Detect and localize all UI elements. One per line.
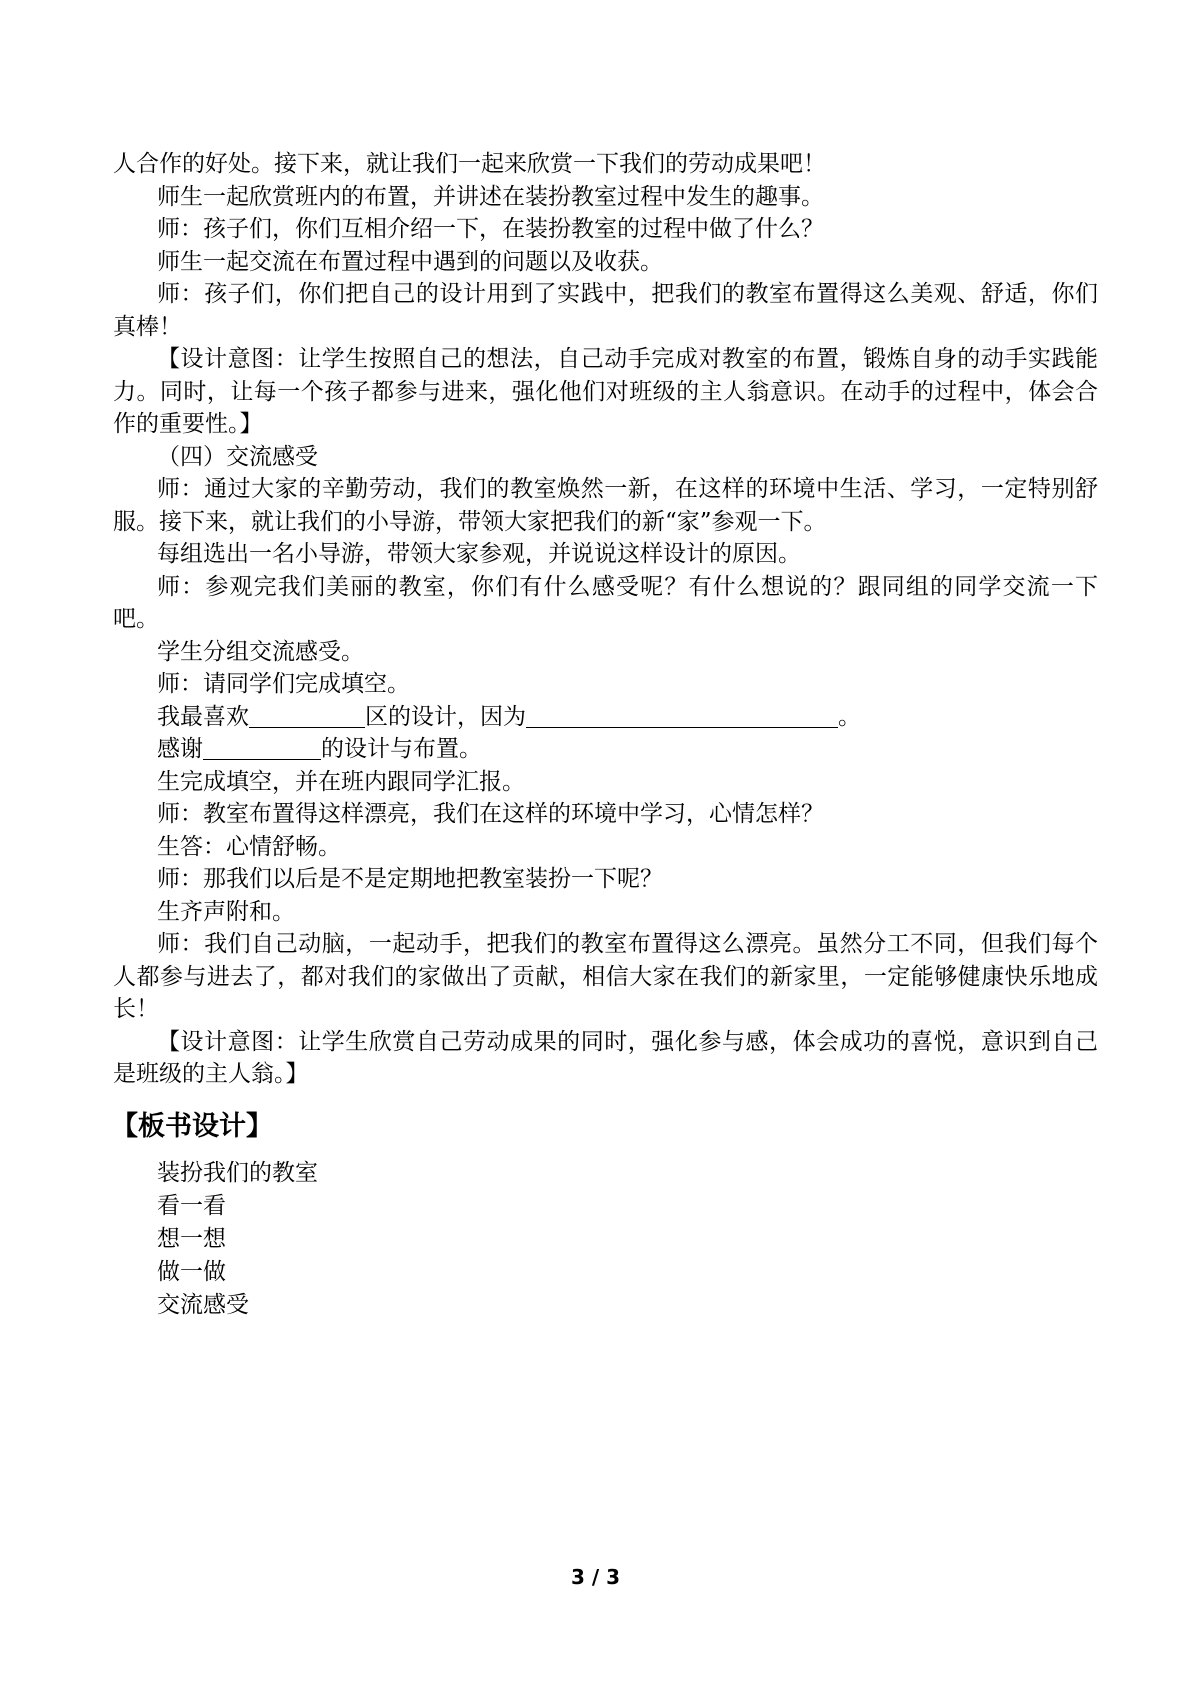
board-item: 做一做 [157, 1258, 226, 1285]
fill-text: 感谢 [157, 736, 203, 762]
paragraph: 师生一起欣赏班内的布置，并讲述在装扮教室过程中发生的趣事。 [157, 183, 824, 210]
paragraph: 师：参观完我们美丽的教室，你们有什么感受呢？有什么想说的？跟同组的同学交流一下吧。 [113, 573, 1098, 632]
paragraph: 师：通过大家的辛勤劳动，我们的教室焕然一新，在这样的环境中生活、学习，一定特别舒服。接下来，就让我们的小导游，带领大家把我们的新“家”参观一下。 [113, 476, 1098, 535]
paragraph: 师：那我们以后是不是定期地把教室装扮一下呢？ [157, 866, 663, 892]
paragraph: 生完成填空，并在班内跟同学汇报。 [157, 768, 525, 795]
board-item: 装扮我们的教室 [157, 1159, 318, 1186]
paragraph: 师：教室布置得这样漂亮，我们在这样的环境中学习，心情怎样？ [157, 801, 824, 827]
fill-blank [249, 705, 365, 728]
document-body [113, 148, 1098, 1322]
fill-text: 的设计与布置。 [321, 736, 482, 762]
fill-blank [526, 705, 838, 728]
board-item: 交流感受 [157, 1291, 249, 1318]
board-design-heading: 【板书设计】 [111, 1110, 273, 1142]
paragraph: 师：孩子们，你们互相介绍一下，在装扮教室的过程中做了什么？ [157, 216, 824, 242]
paragraph: 学生分组交流感受。 [157, 638, 364, 665]
paragraph: 师：我们自己动脑，一起动手，把我们的教室布置得这么漂亮。虽然分工不同，但我们每个人都参与进去了，都对我们的家做出了贡献，相信大家在我们的新家里，一定能够健康快乐地成长！ [113, 931, 1098, 1022]
fill-text: 。 [838, 703, 861, 730]
paragraph: 人合作的好处。接下来，就让我们一起来欣赏一下我们的劳动成果吧！ [113, 151, 826, 177]
section-title: （四）交流感受 [157, 443, 318, 470]
paragraph: 师：孩子们，你们把自己的设计用到了实践中，把我们的教室布置得这么美观、舒适，你们真棒！ [113, 281, 1098, 340]
fill-in-sentence-1 [113, 701, 1098, 734]
fill-text: 我最喜欢 [157, 703, 249, 730]
design-intent-note: 【设计意图：让学生欣赏自己劳动成果的同时，强化参与感，体会成功的喜悦，意识到自己是班级的主人翁。】 [113, 1028, 1098, 1087]
fill-in-sentence-2 [113, 733, 1098, 766]
paragraph: 每组选出一名小导游，带领大家参观，并说说这样设计的原因。 [157, 541, 801, 567]
page-number: 3 / 3 [570, 1565, 621, 1589]
paragraph: 师生一起交流在布置过程中遇到的问题以及收获。 [157, 248, 663, 275]
board-item: 看一看 [157, 1192, 226, 1219]
board-item: 想一想 [157, 1225, 226, 1252]
fill-text: 区的设计，因为 [365, 703, 526, 730]
design-intent-note: 【设计意图：让学生按照自己的想法，自己动手完成对教室的布置，锻炼自身的动手实践能力。同时，让每一个孩子都参与进来，强化他们对班级的主人翁意识。在动手的过程中，体会合作的重要性。】 [113, 346, 1098, 437]
paragraph: 生答：心情舒畅。 [157, 833, 341, 860]
fill-blank [203, 737, 321, 760]
paragraph: 师：请同学们完成填空。 [157, 671, 410, 697]
paragraph: 生齐声附和。 [157, 898, 295, 925]
